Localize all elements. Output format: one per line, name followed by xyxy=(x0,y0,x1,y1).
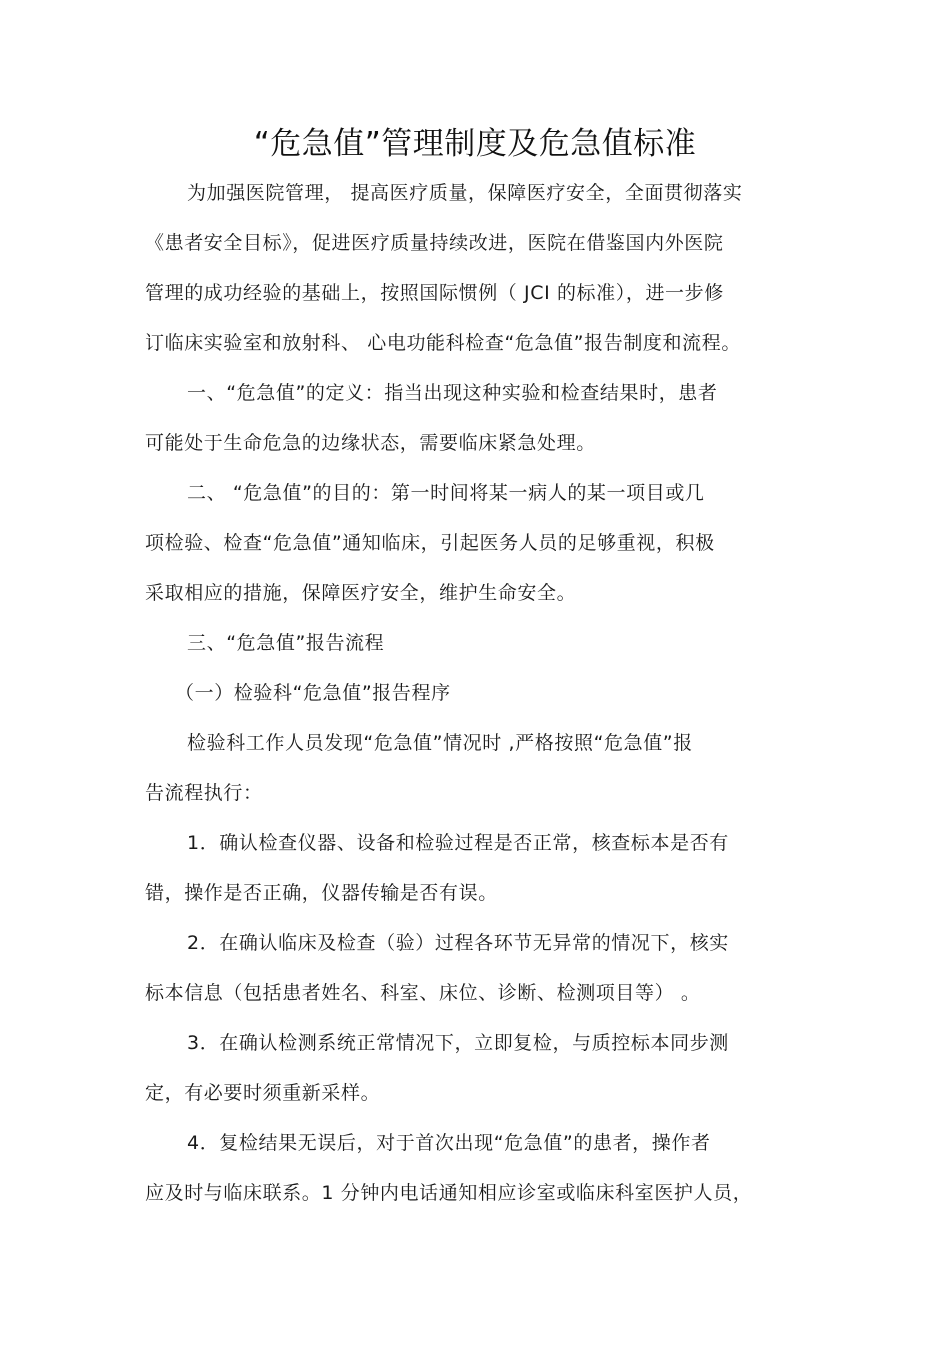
section-heading-line: 二、 “危急值”的目的：第一时间将某一病人的某一项目或几 xyxy=(187,482,705,504)
list-item-line: 应及时与临床联系。1 分钟内电话通知相应诊室或临床科室医护人员， xyxy=(145,1182,753,1204)
paragraph-line: 检验科工作人员发现“危急值”情况时 ,严格按照“危急值”报 xyxy=(187,732,693,754)
paragraph-line: 《患者安全目标》，促进医疗质量持续改进，医院在借鉴国内外医院 xyxy=(145,232,724,254)
paragraph-line: 为加强医院管理， 提高医疗质量，保障医疗安全，全面贯彻落实 xyxy=(187,182,743,204)
list-item-line: 错，操作是否正确，仪器传输是否有误。 xyxy=(145,882,498,904)
paragraph-line: 管理的成功经验的基础上，按照国际惯例（ JCI 的标准），进一步修 xyxy=(145,282,724,304)
paragraph-line: 可能处于生命危急的边缘状态，需要临床紧急处理。 xyxy=(145,432,596,454)
paragraph-line: 项检验、检查“危急值”通知临床，引起医务人员的足够重视，积极 xyxy=(145,532,715,554)
paragraph-line: 采取相应的措施，保障医疗安全，维护生命安全。 xyxy=(145,582,577,604)
paragraph-line: 订临床实验室和放射科、 心电功能科检查“危急值”报告制度和流程。 xyxy=(145,332,741,354)
list-item-line: 定，有必要时须重新采样。 xyxy=(145,1082,381,1104)
list-item-line: 1．确认检查仪器、设备和检验过程是否正常，核查标本是否有 xyxy=(187,832,729,854)
paragraph-line: 告流程执行： xyxy=(145,782,263,804)
section-heading-line: 一、“危急值”的定义：指当出现这种实验和检查结果时，患者 xyxy=(187,382,718,404)
section-heading: 三、“危急值”报告流程 xyxy=(187,632,385,654)
document-title: “危急值”管理制度及危急值标准 xyxy=(253,126,697,162)
list-item-line: 标本信息（包括患者姓名、科室、床位、诊断、检测项目等） 。 xyxy=(145,982,701,1004)
list-item-line: 2．在确认临床及检查（验）过程各环节无异常的情况下，核实 xyxy=(187,932,729,954)
list-item-line: 4．复检结果无误后，对于首次出现“危急值”的患者，操作者 xyxy=(187,1132,711,1154)
list-item-line: 3．在确认检测系统正常情况下，立即复检，与质控标本同步测 xyxy=(187,1032,729,1054)
subsection-heading: （一）检验科“危急值”报告程序 xyxy=(175,682,451,704)
